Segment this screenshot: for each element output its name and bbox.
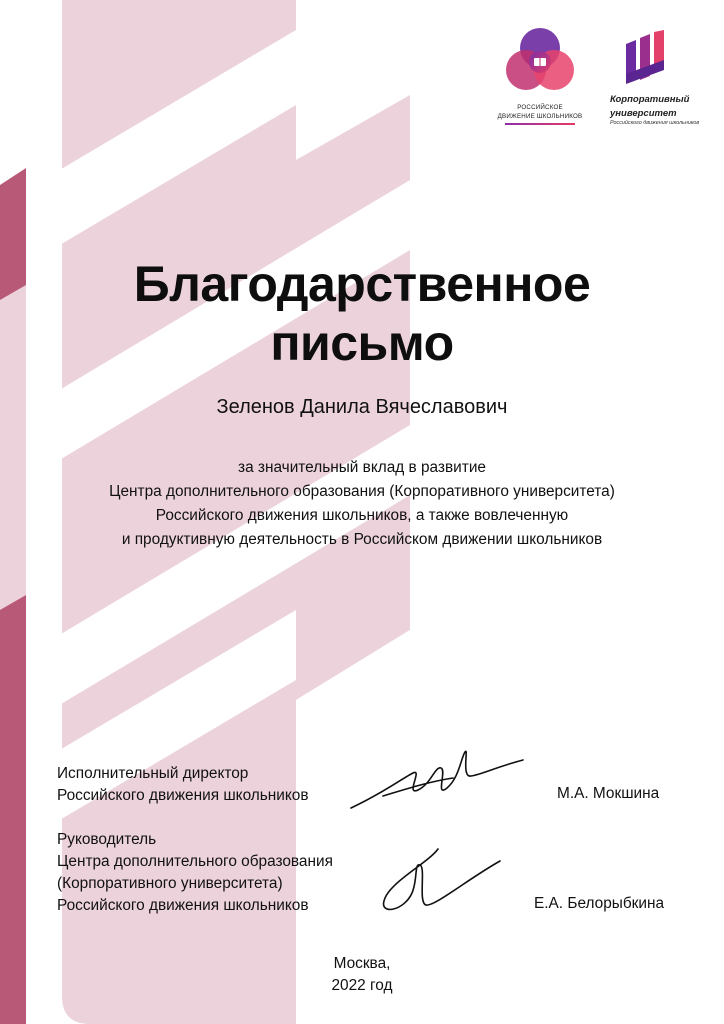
rdsh-logo-bar (505, 123, 575, 125)
reason-line: Российского движения школьников, а также вовлеченную (155, 507, 569, 524)
reason-line: и продуктивную деятельность в Российском движении школьников (121, 531, 603, 548)
position-line: Центра дополнительного образования (57, 853, 333, 870)
position-line: Исполнительный директор (57, 765, 249, 782)
title-line1: Благодарственное (133, 256, 591, 312)
city: Москва, (333, 955, 391, 972)
position-line: Российского движения школьников (57, 897, 309, 914)
corporate-university-line3: Российского движения школьников (610, 120, 700, 126)
corporate-university-emblem-icon (618, 30, 678, 86)
place-date (312, 953, 412, 997)
rdsh-emblem-icon (500, 22, 580, 102)
year: 2022 год (331, 977, 393, 994)
corporate-university-logo (610, 30, 700, 130)
signature-1 (343, 738, 533, 818)
corporate-university-line2: университет (610, 108, 677, 119)
title-line2: письмо (270, 315, 454, 371)
signatory-1-name: М.А. Мокшина (557, 785, 660, 802)
signatory-2-position (57, 829, 333, 917)
reason-text (40, 456, 684, 552)
reason-line: за значительный вклад в развитие (238, 459, 486, 476)
signature-2 (368, 843, 518, 923)
signatory-2-name: Е.А. Белорыбкина (534, 895, 665, 912)
rdsh-logo (490, 22, 590, 130)
rdsh-logo-line1: РОССИЙСКОЕ (517, 104, 563, 111)
signatory-1-position (57, 763, 309, 807)
position-line: Российского движения школьников (57, 787, 309, 804)
corporate-university-line1: Корпоративный (610, 94, 690, 105)
position-line: (Корпоративного университета) (57, 875, 283, 892)
position-line: Руководитель (57, 831, 157, 848)
recipient-name: Зеленов Данила Вячеславович (216, 396, 508, 418)
rdsh-logo-line2: ДВИЖЕНИЕ ШКОЛЬНИКОВ (497, 113, 583, 120)
logos (490, 22, 710, 132)
reason-line: Центра дополнительного образования (Корпоративного университета) (109, 483, 615, 500)
